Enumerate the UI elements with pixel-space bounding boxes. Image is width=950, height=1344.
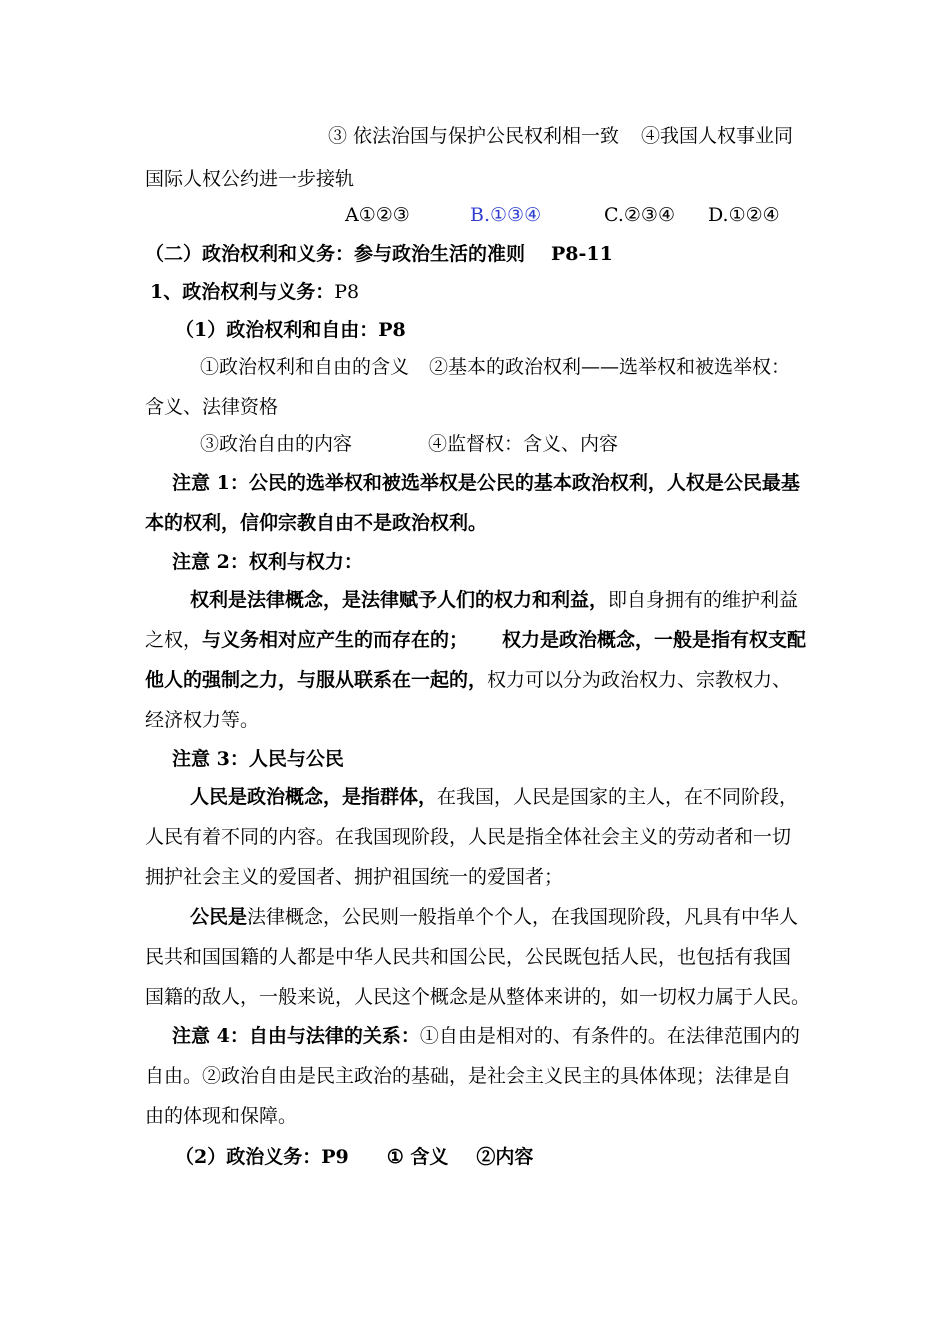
note-3-p1-line-3: 拥护社会主义的爱国者、拥护祖国统一的爱国者； bbox=[145, 866, 564, 888]
subsection-1-2-label: （2）政治义务：P9 bbox=[175, 1146, 349, 1168]
note-4-text: ①自由是相对的、有条件的。在法律范围内的 bbox=[419, 1025, 800, 1047]
items-line-1 bbox=[200, 355, 790, 379]
power-definition: 权力是政治概念，一般是指有权支配 bbox=[502, 629, 807, 651]
note-4-line-3: 由的体现和保障。 bbox=[145, 1105, 298, 1127]
statement-3: ③ 依法治国与保护公民权利相一致 bbox=[328, 125, 620, 147]
item-4: ④监督权：含义、内容 bbox=[428, 433, 619, 455]
note-2-line-3 bbox=[145, 668, 791, 692]
note-2-title: 注意 2：权利与权力： bbox=[172, 551, 363, 573]
subsection-1-2-item-2: ②内容 bbox=[476, 1146, 534, 1168]
rights-explanation: 即自身拥有的维护利益 bbox=[608, 589, 799, 611]
option-d: D.①②④ bbox=[708, 204, 780, 226]
rights-duty-relation: 与义务相对应产生的而存在的； bbox=[202, 629, 469, 651]
subsection-1-2-item-1: ① 含义 bbox=[386, 1146, 449, 1168]
note-4-title: 注意 4：自由与法律的关系： bbox=[172, 1025, 420, 1047]
note-2-line-4: 经济权力等。 bbox=[145, 709, 260, 731]
note-3-p1-line-1 bbox=[190, 785, 798, 809]
note-1-line-2: 本的权利，信仰宗教自由不是政治权利。 bbox=[145, 512, 488, 534]
power-definition-cont: 他人的强制之力，与服从联系在一起的， bbox=[145, 669, 488, 691]
note-4-line-1 bbox=[172, 1024, 800, 1048]
statement-4: ④我国人权事业同 bbox=[641, 125, 794, 147]
rights-definition: 权利是法律概念，是法律赋予人们的权力和利益， bbox=[190, 589, 609, 611]
option-a: A①②③ bbox=[345, 204, 410, 226]
note-3-p2-line-1 bbox=[190, 905, 798, 929]
people-definition: 人民是政治概念，是指群体， bbox=[190, 786, 438, 808]
citizen-definition: 公民是 bbox=[190, 906, 248, 928]
item-2: ②基本的政治权利——选举权和被选举权： bbox=[429, 356, 791, 378]
note-3-p2-line-3: 国籍的敌人，一般来说，人民这个概念是从整体来讲的，如一切权力属于人民。 bbox=[145, 986, 811, 1008]
subsection-1-2 bbox=[175, 1145, 533, 1169]
power-types: 权力可以分为政治权力、宗教权力、 bbox=[487, 669, 792, 691]
note-3-p2-line-2: 民共和国国籍的人都是中华人民共和国公民，公民既包括人民，也包括有我国 bbox=[145, 946, 792, 968]
note-2-text: 之权， bbox=[145, 629, 203, 651]
subsection-1-label: 1、政治权利与义务： bbox=[150, 281, 335, 303]
note-3-title: 注意 3：人民与公民 bbox=[172, 748, 344, 770]
subsection-1-page: P8 bbox=[334, 281, 360, 303]
note-2-line-2 bbox=[145, 628, 806, 652]
items-line-2: 含义、法律资格 bbox=[145, 396, 279, 418]
people-explanation: 在我国，人民是国家的主人，在不同阶段， bbox=[437, 786, 799, 808]
item-3: ③政治自由的内容 bbox=[200, 433, 353, 455]
citizen-explanation: 法律概念，公民则一般指单个个人，在我国现阶段，凡具有中华人 bbox=[247, 906, 799, 928]
question-line-1 bbox=[328, 124, 793, 148]
section-title-text: （二）政治权利和义务：参与政治生活的准则 bbox=[145, 243, 526, 265]
option-b-answer: B.①③④ bbox=[470, 204, 542, 226]
note-2-line-1 bbox=[190, 588, 798, 612]
section-title bbox=[145, 242, 613, 266]
item-1: ①政治权利和自由的含义 bbox=[200, 356, 410, 378]
note-1-line-1: 注意 1：公民的选举权和被选举权是公民的基本政治权利，人权是公民最基 bbox=[172, 472, 800, 494]
subsection-1 bbox=[150, 280, 359, 304]
note-3-p1-line-2: 人民有着不同的内容。在我国现阶段，人民是指全体社会主义的劳动者和一切 bbox=[145, 826, 792, 848]
note-4-line-2: 自由。②政治自由是民主政治的基础，是社会主义民主的具体体现；法律是自 bbox=[145, 1065, 792, 1087]
subsection-1-1: （1）政治权利和自由：P8 bbox=[175, 319, 406, 341]
question-line-2: 国际人权公约进一步接轨 bbox=[145, 168, 355, 190]
section-title-pages: P8-11 bbox=[551, 243, 613, 265]
items-line-3 bbox=[200, 432, 618, 456]
option-c: C.②③④ bbox=[604, 204, 675, 226]
